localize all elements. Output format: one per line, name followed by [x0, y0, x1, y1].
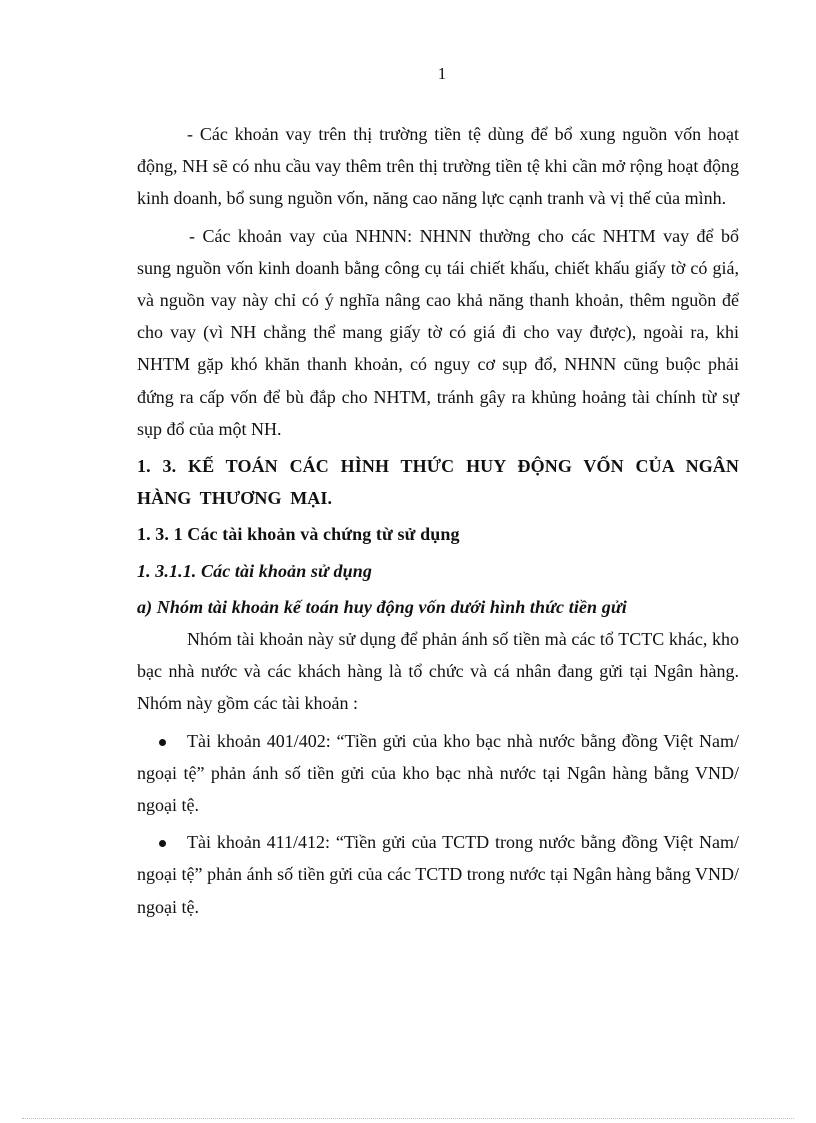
list-item — [137, 826, 739, 923]
list-item-text: Tài khoản 401/402: “Tiền gửi của kho bạc nhà nước bằng đồng Việt Nam/ ngoại tệ” phản ánh số tiền gửi của kho bạc nhà nước tại Ngân hàng bằng VND/ ngoại tệ. — [137, 730, 739, 816]
paragraph-central-bank-loans: - Các khoản vay của NHNN: NHNN thường cho các NHTM vay để bổ sung nguồn vốn kinh doanh bằng công cụ tái chiết khấu, chiết khấu giấy tờ có giá, và nguồn vay này chỉ có ý nghĩa nâng cao khả năng thanh khoản, thêm nguồn để cho vay (vì NH chẳng thể mang giấy tờ có giá đi cho vay được), ngoài ra, khi NHTM gặp khó khăn thanh khoản, có nguy cơ sụp đổ, NHNN cũng buộc phải đứng ra cấp vốn để bù đắp cho NHTM, tránh gây ra khủng hoảng tài chính từ sự sụp đổ của một NH. — [137, 225, 739, 439]
subsection-heading-1-3-1: 1. 3. 1 Các tài khoản và chứng từ sử dụng — [137, 524, 460, 545]
list-item-text: Tài khoản 411/412: “Tiền gửi của TCTD trong nước bằng đồng Việt Nam/ ngoại tệ” phản ánh số tiền gửi của các TCTD trong nước tại Ngân hàng bằng VND/ ngoại tệ. — [137, 832, 739, 917]
bullet-icon — [159, 840, 166, 847]
subsubsection-heading-1-3-1-1: 1. 3.1.1. Các tài khoản sử dụng — [137, 560, 372, 581]
paragraph-account-group: Nhóm tài khoản này sử dụng để phản ánh số tiền mà các tổ TCTC khác, kho bạc nhà nước và các khách hàng là tổ chức và cá nhân đang gửi tại Ngân hàng. Nhóm này gồm các tài khoản : — [137, 629, 739, 714]
bullet-icon — [159, 739, 166, 746]
paragraph-money-market-loans: - Các khoản vay trên thị trường tiền tệ dùng để bổ xung nguồn vốn hoạt động, NH sẽ có nhu cầu vay thêm trên thị trường tiền tệ khi cần mở rộng hoạt động kinh doanh, bổ sung nguồn vốn, năng cao năng lực cạnh tranh và vị thế của mình. — [137, 124, 739, 209]
list-item — [137, 725, 739, 822]
section-heading-1-3: 1. 3. KẾ TOÁN CÁC HÌNH THỨC HUY ĐỘNG VỐN CỦA NGÂN HÀNG THƯƠNG MẠI. — [137, 456, 739, 509]
page-bottom-divider — [22, 1118, 794, 1119]
page-number: 1 — [437, 64, 447, 83]
item-heading-a: a) Nhóm tài khoản kế toán huy động vốn dưới hình thức tiền gửi — [137, 596, 627, 617]
page-content — [137, 118, 739, 928]
